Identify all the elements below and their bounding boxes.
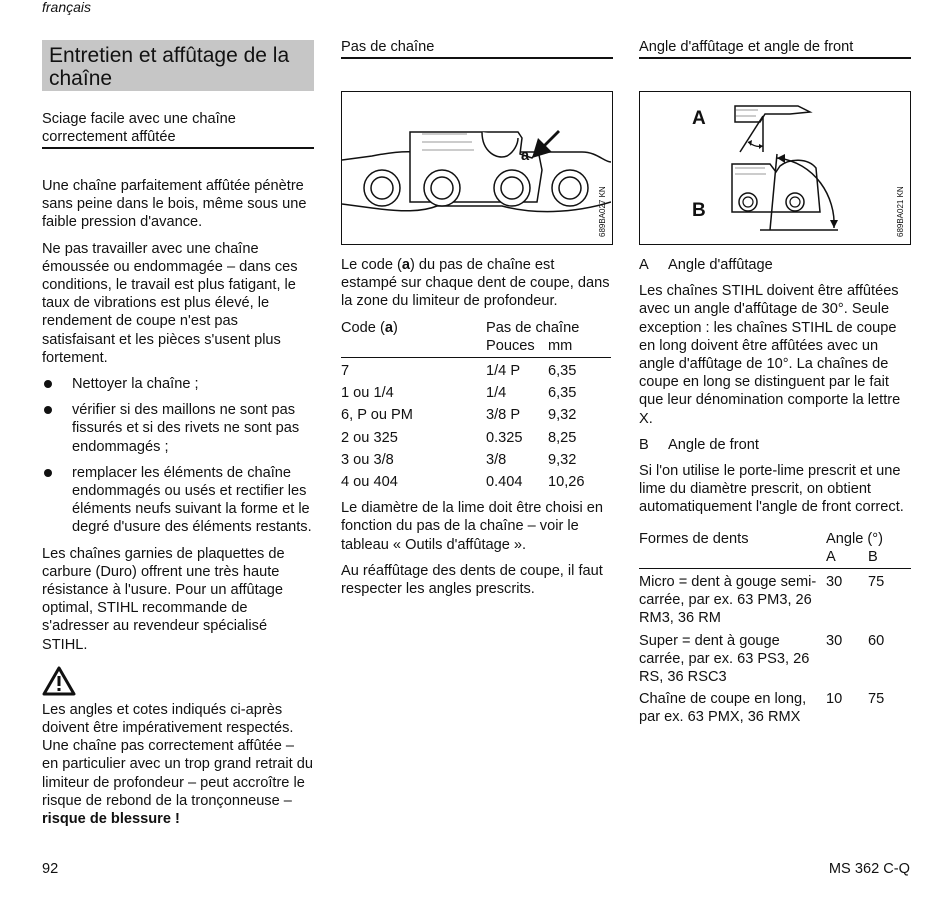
text-bold-a: a [401, 257, 410, 273]
table-row: 4 ou 404 0.404 10,26 [341, 474, 585, 491]
header-b: B [868, 548, 878, 565]
header-inch: Pouces [486, 337, 535, 354]
warning-bold-text: risque de blessure ! [42, 811, 180, 828]
table-row: 7 1/4 P 6,35 [341, 363, 577, 380]
figure-label-a: a [521, 148, 530, 164]
list-item [42, 375, 314, 393]
table-header-row [341, 337, 611, 358]
table-header-row [639, 530, 911, 548]
item-a [639, 256, 911, 274]
chain-pitch-figure [341, 91, 613, 245]
table-header-row [341, 319, 611, 337]
paragraph-sharp-chain: Une chaîne parfaitement affûtée pénètre sans peine dans le bois, même sous une faible pression d'avance. [42, 178, 307, 231]
table-row: 1 ou 1/4 1/4 6,35 [341, 385, 577, 402]
paragraph-carbide: Les chaînes garnies de plaquettes de carbure (Duro) offrent une très haute résistance à l'usure. Pour un affûtage optimal, STIHL recommande de s'adresser au revendeur spécialisé STIHL. [42, 545, 285, 653]
item-label: Angle d'affûtage [668, 257, 773, 273]
model-name: MS 362 C-Q [828, 861, 910, 877]
header-mm: mm [548, 337, 573, 354]
paragraph-sharpening-angle: Les chaînes STIHL doivent être affûtées avec un angle d'affûtage de 30°. Seule exception : les chaînes STIHL de coupe en long doivent être affûtées avec un angle d'affûtage de 10°. La chaînes de coupe en long se distinguent par le fait que leur dénomination comporte la lettre X. [639, 283, 901, 427]
table-header-row [639, 548, 911, 569]
table-row: Chaîne de coupe en long, par ex. 63 PMX, 36 RMX 10 75 [639, 691, 885, 726]
page-number: 92 [42, 861, 59, 877]
bullet-icon [44, 380, 52, 388]
text-part: Le code ( [341, 257, 402, 273]
list-item-text: vérifier si des maillons ne sont pas fissurés et si des rivets ne sont pas endommagés ; [72, 402, 300, 455]
angles-illustration [640, 92, 909, 243]
list-item-text: Nettoyer la chaîne ; [72, 376, 199, 393]
section-title: Entretien et affûtage de la chaîne [42, 40, 314, 91]
chain-illustration [342, 92, 611, 243]
bullet-icon [44, 406, 52, 414]
column-chain-pitch [341, 38, 613, 598]
item-letter: A [639, 257, 649, 273]
heading-angles: Angle d'affûtage et angle de front [639, 38, 911, 59]
paragraph-pitch-code [341, 256, 613, 311]
list-item-text: remplacer les éléments de chaîne endommagés ou usés et rectifier les éléments neufs suivant la forme et le degré d'usure des éléments restants. [72, 464, 312, 536]
paragraph-resharpening: Au réaffûtage des dents de coupe, il faut respecter les angles prescrits. [341, 562, 603, 598]
paragraph-front-angle: Si l'on utilise le porte-lime prescrit et une lime du diamètre prescrit, on obtient automatiquement l'angle de front correct. [639, 463, 904, 516]
table-row: 6, P ou PM 3/8 P 9,32 [341, 407, 577, 424]
figure-label-b: B [692, 200, 706, 221]
item-label: Angle de front [668, 436, 759, 453]
bullet-icon [44, 469, 52, 477]
header-code: Code (a) [341, 319, 398, 336]
table-row: Micro = dent à gouge semi-carrée, par ex. 63 PM3, 26 RM3, 36 RM 30 75 [639, 574, 885, 627]
list-item [42, 464, 314, 537]
header-a: A [826, 548, 836, 565]
warning-paragraph [42, 701, 314, 828]
text-part: ) du pas de chaîne est estampé sur chaque dent de coupe, dans la zone du limiteur de profondeur. [341, 257, 610, 310]
table-row: 2 ou 325 0.325 8,25 [341, 429, 577, 446]
header-angle: Angle (°) [826, 530, 883, 547]
warning-icon [42, 666, 314, 696]
language-label: français [42, 0, 92, 15]
list-item [42, 401, 314, 456]
paragraph-blunt-chain: Ne pas travailler avec une chaîne émoussée ou endommagée – dans ces conditions, le travail est plus fatigant, le taux de vibrations est plus élevé, le rendement de coupe n'est pas satisfaisant et les pièces s'usent plus fortement. [42, 240, 298, 366]
item-b [639, 436, 911, 454]
figure-code: 689BA027 KN [598, 186, 607, 237]
subheading-easy-sawing: Sciage facile avec une chaîne correctement affûtée [42, 110, 314, 149]
item-letter: B [639, 436, 649, 453]
pitch-table [341, 319, 611, 492]
warning-text: Les angles et cotes indiqués ci-après doivent être impérativement respectés. Une chaîne pas correctement affûtée – en particulier avec un trop grand retrait du limiteur de profondeur – peut accroître le risque de rebond de la tronçonneuse – [42, 701, 313, 809]
angles-table [639, 530, 911, 727]
heading-chain-pitch: Pas de chaîne [341, 38, 613, 59]
paragraph-file-diameter: Le diamètre de la lime doit être choisi en fonction du pas de la chaîne – voir le tableau « Outils d'affûtage ». [341, 500, 604, 553]
table-row: Super = dent à gouge carrée, par ex. 63 PS3, 26 RS, 36 RSC3 30 60 [639, 632, 885, 686]
header-pitch: Pas de chaîne [486, 319, 580, 336]
column-maintenance [42, 40, 314, 828]
column-angles [639, 38, 911, 727]
table-row: 3 ou 3/8 3/8 9,32 [341, 451, 577, 468]
figure-label-a: A [692, 108, 706, 129]
figure-code: 689BA021 KN [896, 186, 905, 237]
angles-figure [639, 91, 911, 245]
header-forms: Formes de dents [639, 530, 749, 547]
